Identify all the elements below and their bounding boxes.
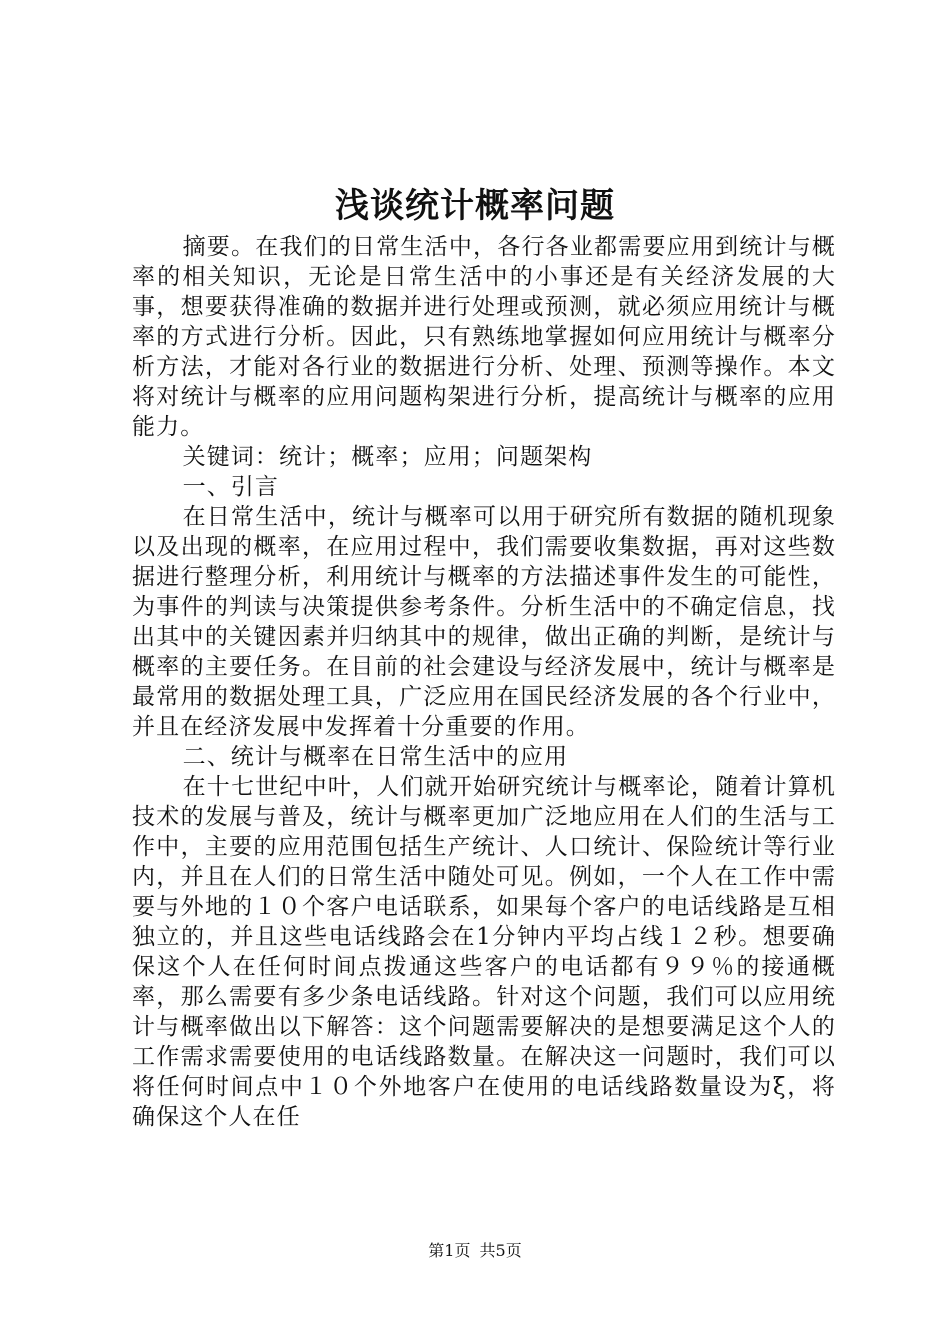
page-total: 共5页 <box>479 1241 522 1260</box>
page-footer <box>0 1240 950 1262</box>
section-heading-application: 二、统计与概率在日常生活中的应用 <box>182 744 569 770</box>
keywords-line: 关键词：统计；概率；应用；问题架构 <box>182 444 593 470</box>
document-body <box>132 232 836 1132</box>
page-number: 第1页 <box>428 1241 471 1260</box>
abstract-paragraph: 摘要。在我们的日常生活中，各行各业都需要应用到统计与概率的相关知识，无论是日常生活中的小事还是有关经济发展的大事，想要获得准确的数据并进行处理或预测，就必须应用统计与概率的方式进行分析。因此，只有熟练地掌握如何应用统计与概率分析方法，才能对各行业的数据进行分析、处理、预测等操作。本文将对统计与概率的应用问题构架进行分析，提高统计与概率的应用能力。 <box>132 234 836 440</box>
document-title: 浅谈统计概率问题 <box>335 186 615 226</box>
introduction-paragraph: 在日常生活中，统计与概率可以用于研究所有数据的随机现象以及出现的概率，在应用过程中，我们需要收集数据，再对这些数据进行整理分析，利用统计与概率的方法描述事件发生的可能性，为事件的判读与决策提供参考条件。分析生活中的不确定信息，找出其中的关键因素并归纳其中的规律，做出正确的判断，是统计与概率的主要任务。在目前的社会建设与经济发展中，统计与概率是最常用的数据处理工具，广泛应用在国民经济发展的各个行业中，并且在经济发展中发挥着十分重要的作用。 <box>132 504 836 740</box>
application-paragraph: 在十七世纪中叶，人们就开始研究统计与概率论，随着计算机技术的发展与普及，统计与概率更加广泛地应用在人们的生活与工作中，主要的应用范围包括生产统计、人口统计、保险统计等行业内，并且在人们的日常生活中随处可见。例如，一个人在工作中需要与外地的１０个客户电话联系，如果每个客户的电话线路是互相独立的，并且这些电话线路会在1分钟内平均占线１２秒。想要确保这个人在任何时间点拨通这些客户的电话都有９９％的接通概率，那么需要有多少条电话线路。针对这个问题，我们可以应用统计与概率做出以下解答：这个问题需要解决的是想要满足这个人的工作需求需要使用的电话线路数量。在解决这一问题时，我们可以将任何时间点中１０个外地客户在使用的电话线路数量设为ξ，将确保这个人在任 <box>132 774 836 1130</box>
section-heading-introduction: 一、引言 <box>182 474 279 500</box>
